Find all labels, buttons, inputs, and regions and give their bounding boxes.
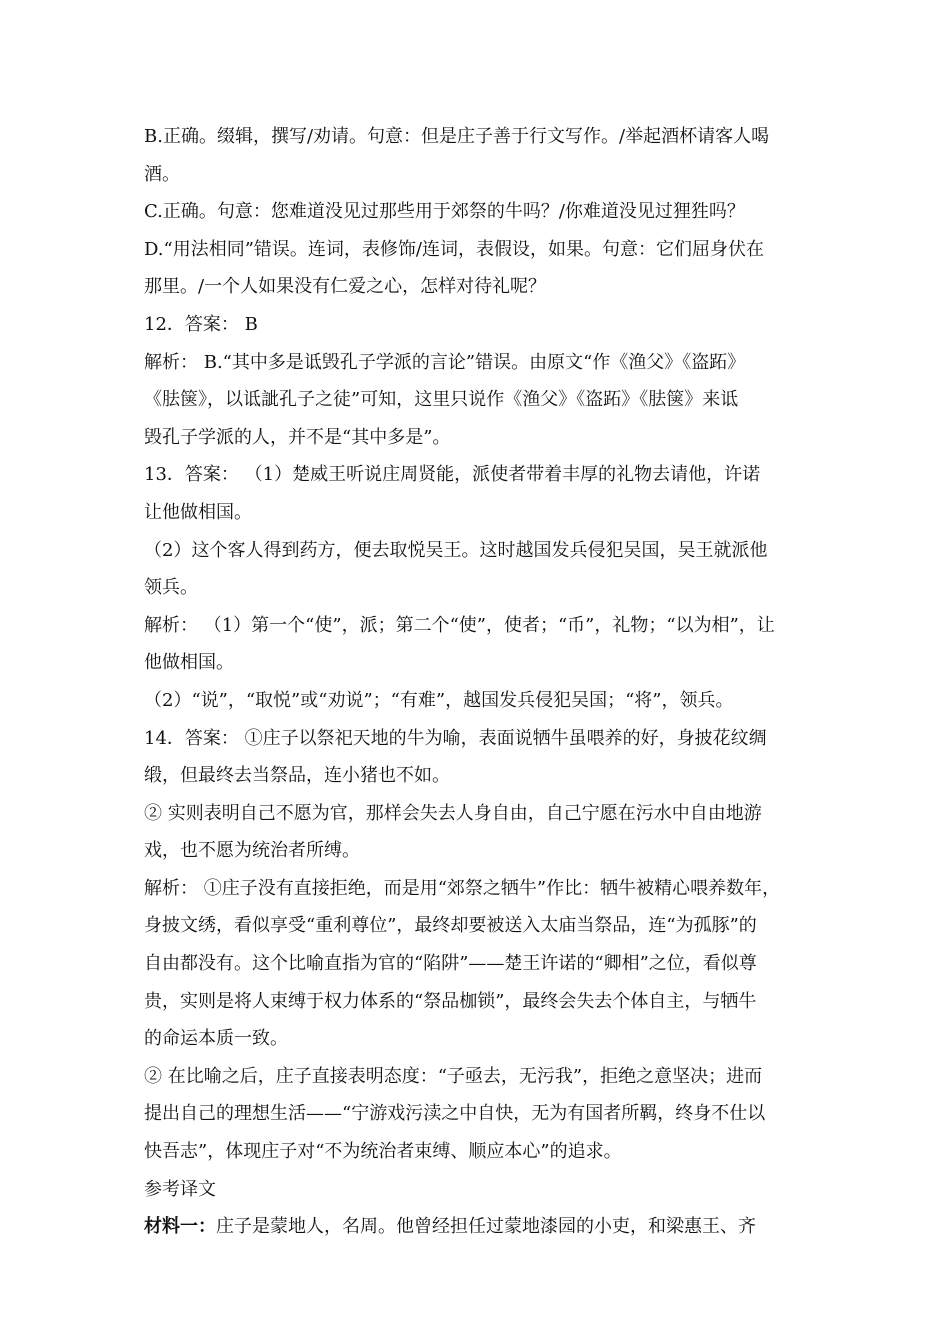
document-body: [144, 118, 808, 1246]
material-one-label: 材料一：: [144, 1216, 216, 1238]
material-one-line: [144, 1208, 808, 1246]
text-line: 领兵。: [144, 577, 198, 599]
text-line: B.正确。缀辑，撰写/劝请。句意：但是庄子善于行文写作。/举起酒杯请客人喝: [144, 126, 770, 147]
text-line: 提出自己的理想生活——“宁游戏污渎之中自快，无为有国者所羁，终身不仕以: [144, 1103, 766, 1125]
text-line: 毁孔子学派的人，并不是“其中多是”。: [144, 426, 451, 448]
text-line: 那里。/一个人如果没有仁爱之心，怎样对待礼呢？: [144, 276, 547, 298]
text-line: 缎，但最终去当祭品，连小猪也不如。: [144, 765, 450, 787]
text-line: 自由都没有。这个比喻直指为官的“陷阱”——楚王许诺的“卿相”之位，看似尊: [144, 953, 757, 975]
answer-12: 12．答案： B: [144, 313, 258, 335]
text-line: 他做相国。: [144, 652, 234, 674]
text-line: 贵，实则是将人束缚于权力体系的“祭品枷锁”，最终会失去个体自主，与牺牛: [144, 990, 757, 1012]
text-line: （2）“说”，“取悦”或“劝说”；“有难”，越国发兵侵犯吴国；“将”，领兵。: [144, 689, 734, 711]
text-line: 解析： B.“其中多是诋毁孔子学派的言论”错误。由原文“作《渔父》《盗跖》: [144, 351, 746, 373]
text-line: ② 在比喻之后，庄子直接表明态度：“子亟去，无污我”，拒绝之意坚决；进而: [144, 1065, 763, 1087]
text-line: D.“用法相同”错误。连词，表修饰/连词，表假设，如果。句意：它们屈身伏在: [144, 238, 764, 260]
text-line: ② 实则表明自己不愿为官，那样会失去人身自由，自己宁愿在污水中自由地游: [144, 802, 762, 824]
text-line: 的命运本质一致。: [144, 1028, 288, 1050]
text-line: 解析： （1）第一个“使”，派；第二个“使”，使者；“币”，礼物；“以为相”，让: [144, 614, 775, 636]
material-one-text: 庄子是蒙地人，名周。他曾经担任过蒙地漆园的小吏，和梁惠王、齐: [216, 1216, 756, 1238]
answer-13: 13．答案： （1）楚威王听说庄周贤能，派使者带着丰厚的礼物去请他，许诺: [144, 464, 761, 486]
text-line: 让他做相国。: [144, 501, 252, 523]
text-line: 戏，也不愿为统治者所缚。: [144, 840, 360, 862]
text-line: （2）这个客人得到药方，便去取悦吴王。这时越国发兵侵犯吴国，吴王就派他: [144, 539, 768, 561]
text-line: 解析： ①庄子没有直接拒绝，而是用“郊祭之牺牛”作比：牺牛被精心喂养数年，: [144, 877, 781, 899]
text-line: 快吾志”，体现庄子对“不为统治者束缚、顺应本心”的追求。: [144, 1141, 622, 1163]
text-line: 《胠箧》，以诋訿孔子之徒”可知，这里只说作《渔父》《盗跖》《胠箧》来诋: [144, 389, 739, 411]
text-line: C.正确。句意：您难道没见过那些用于郊祭的牛吗？/你难道没见过狸狌吗？: [144, 201, 745, 223]
text-line: 身披文绣，看似享受“重利尊位”，最终却要被送入太庙当祭品，连“为孤豚”的: [144, 915, 757, 937]
text-line: 酒。: [144, 163, 180, 185]
section-heading-translation: 参考译文: [144, 1178, 216, 1200]
answer-14: 14．答案： ①庄子以祭祀天地的牛为喻，表面说牺牛虽喂养的好，身披花纹绸: [144, 727, 767, 749]
